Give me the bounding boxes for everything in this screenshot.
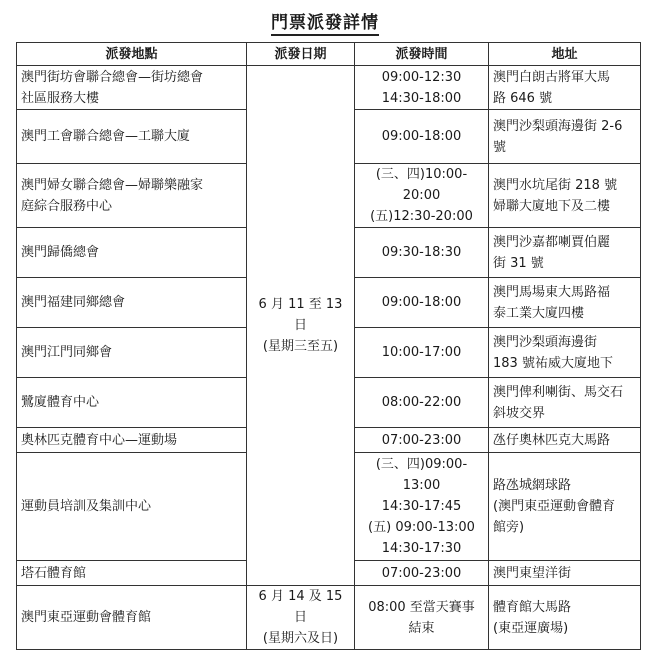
venue-cell-line: 塔石體育館 [21, 565, 87, 581]
time-cell [355, 586, 489, 650]
time-cell [355, 378, 489, 428]
header-row [17, 43, 641, 66]
time-cell [355, 453, 489, 561]
address-cell [489, 228, 641, 278]
address-cell-line: (東亞運廣場) [493, 620, 569, 636]
address-cell-line: 泰工業大廈四樓 [493, 305, 585, 321]
venue-cell [17, 561, 247, 586]
table-row [17, 586, 641, 650]
date-cell-line: 6 月 14 及 15 日 [258, 589, 343, 625]
page-title: 門票派發詳情 [0, 8, 650, 33]
address-cell [489, 278, 641, 328]
time-cell [355, 110, 489, 164]
time-cell-line: 10:00-17:00 [381, 345, 462, 360]
time-cell-line: 結束 [408, 620, 435, 636]
header-venue: 派發地點 [17, 43, 247, 66]
address-cell-line: 體育館大馬路 [493, 599, 572, 615]
time-cell-line: 09:30-18:30 [381, 245, 462, 260]
time-cell [355, 66, 489, 110]
time-cell-line: (三、四)09:00-13:00 [375, 457, 468, 493]
address-cell-line: 澳門東望洋街 [493, 565, 572, 581]
venue-cell-line: 澳門街坊會聯合總會—街坊總會 [21, 69, 204, 85]
time-cell-line: 08:00-22:00 [381, 395, 462, 410]
time-cell-line: 09:00-18:00 [381, 129, 462, 144]
time-cell-line: 14:30-17:45 [381, 499, 462, 514]
date-cell-line: 6 月 11 至 13 日 [258, 297, 343, 333]
time-cell [355, 228, 489, 278]
address-cell [489, 66, 641, 110]
venue-cell [17, 110, 247, 164]
address-cell-line: 館旁) [493, 520, 525, 535]
address-cell [489, 378, 641, 428]
address-cell-line: 澳門白朗古將軍大馬 [493, 69, 611, 85]
venue-cell [17, 66, 247, 110]
time-cell [355, 164, 489, 228]
table-row [17, 66, 641, 110]
address-cell-line: 婦聯大廈地下及二樓 [493, 198, 611, 214]
address-cell-line: 氹仔奧林匹克大馬路 [493, 432, 611, 448]
time-cell [355, 328, 489, 378]
address-cell [489, 110, 641, 164]
time-cell-line: 07:00-23:00 [381, 565, 462, 581]
venue-cell [17, 428, 247, 453]
address-cell-line: 澳門馬場東大馬路福 [493, 284, 611, 300]
header-address: 地址 [489, 43, 641, 66]
address-cell [489, 586, 641, 650]
venue-cell-line: 社區服務大樓 [21, 90, 100, 106]
time-cell [355, 428, 489, 453]
address-cell-line: 斜坡交界 [493, 405, 546, 421]
venue-cell [17, 328, 247, 378]
time-cell-line: (三、四)10:00-20:00 [375, 167, 468, 203]
address-cell-line: 澳門沙梨頭海邊街 [493, 334, 598, 350]
venue-cell-line: 奧林匹克體育中心—運動場 [21, 432, 178, 448]
venue-cell-line: 澳門工會聯合總會—工聯大廈 [21, 129, 191, 144]
time-cell-line: 09:00-12:30 [381, 69, 462, 85]
venue-cell-line: 澳門東亞運動會體育館 [21, 610, 152, 625]
address-cell [489, 328, 641, 378]
address-cell [489, 453, 641, 561]
date-cell-line: (星期六及日) [262, 631, 339, 646]
address-cell-line: (澳門東亞運動會體育 [493, 499, 616, 514]
date-cell [247, 586, 355, 650]
venue-cell [17, 586, 247, 650]
venue-cell [17, 228, 247, 278]
time-cell-line: 08:00 至當天賽事 [368, 599, 475, 615]
address-cell-line: 澳門俾利喇街、馬交石 [493, 384, 624, 400]
address-cell [489, 428, 641, 453]
time-cell-line: 07:00-23:00 [381, 432, 462, 448]
date-cell-line: (星期三至五) [262, 339, 339, 354]
venue-cell [17, 164, 247, 228]
header-time: 派發時間 [355, 43, 489, 66]
address-cell-line: 澳門沙嘉都喇賈伯麗 [493, 234, 611, 250]
address-cell-line: 號 [493, 139, 507, 155]
time-cell [355, 278, 489, 328]
time-cell-line: (五) 09:00-13:00 [368, 520, 475, 535]
venue-cell [17, 378, 247, 428]
venue-cell-line: 運動員培訓及集訓中心 [21, 499, 152, 514]
address-cell [489, 164, 641, 228]
date-cell [247, 66, 355, 586]
address-cell-line: 路氹城網球路 [493, 478, 572, 493]
address-cell-line: 澳門沙梨頭海邊街 2-6 [493, 118, 623, 134]
venue-cell [17, 453, 247, 561]
address-cell [489, 561, 641, 586]
venue-cell-line: 鷺廈體育中心 [21, 395, 100, 410]
address-cell-line: 街 31 號 [493, 255, 544, 271]
venue-cell-line: 澳門婦女聯合總會—婦聯樂融家 [21, 177, 204, 193]
venue-cell [17, 278, 247, 328]
time-cell-line: 09:00-18:00 [381, 295, 462, 310]
address-cell-line: 183 號祐威大廈地下 [493, 355, 613, 371]
time-cell-line: 14:30-18:00 [381, 90, 462, 106]
header-date: 派發日期 [247, 43, 355, 66]
time-cell [355, 561, 489, 586]
venue-cell-line: 澳門福建同鄉總會 [21, 295, 126, 310]
venue-cell-line: 澳門江門同鄉會 [21, 345, 113, 360]
time-cell-line: (五)12:30-20:00 [370, 209, 473, 224]
address-cell-line: 路 646 號 [493, 90, 553, 106]
venue-cell-line: 庭綜合服務中心 [21, 198, 113, 214]
address-cell-line: 澳門水坑尾街 218 號 [493, 177, 618, 193]
time-cell-line: 14:30-17:30 [381, 541, 462, 556]
venue-cell-line: 澳門歸僑總會 [21, 245, 100, 260]
distribution-table [16, 42, 641, 650]
